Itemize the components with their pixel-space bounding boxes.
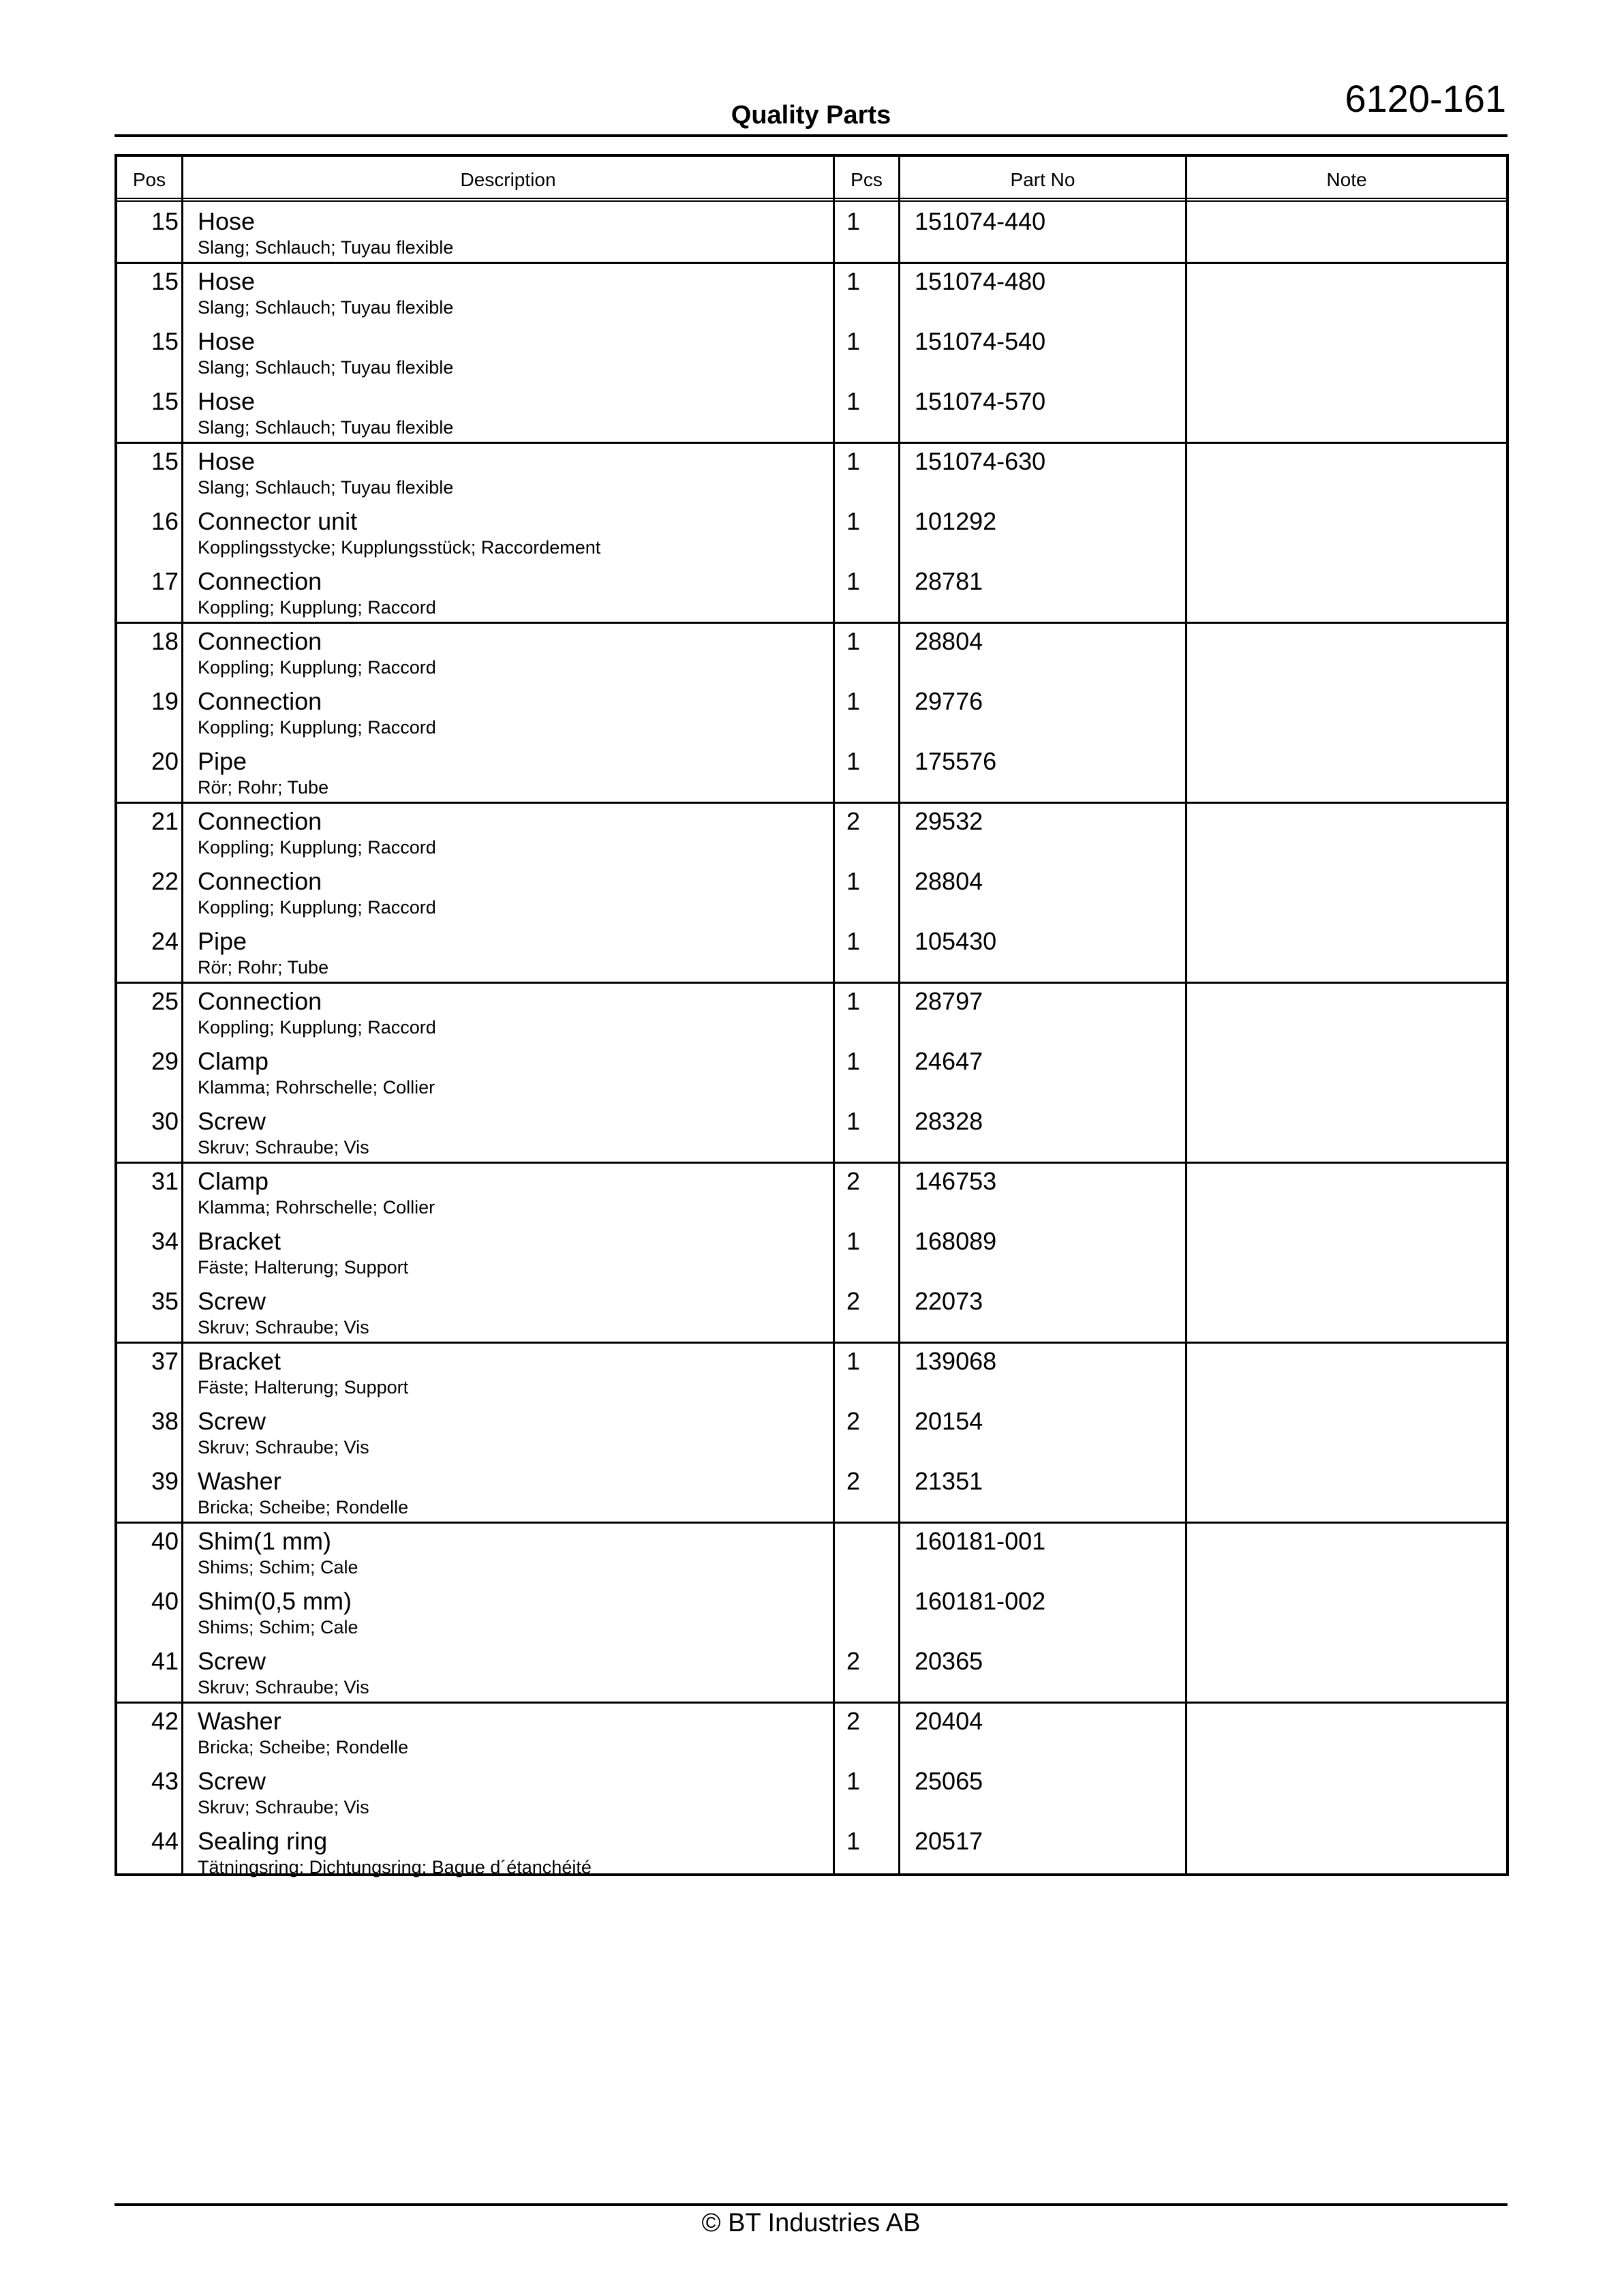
column-header-part-no: Part No	[1010, 169, 1075, 190]
row-description: Clamp	[198, 1047, 269, 1075]
table-row	[117, 1762, 1506, 1822]
table-row	[117, 202, 1506, 264]
row-pos: 24	[151, 927, 179, 955]
row-pos: 41	[151, 1647, 179, 1675]
row-pos: 15	[151, 267, 179, 295]
table-row	[117, 322, 1506, 382]
column-header-pcs: Pcs	[851, 169, 883, 190]
row-description: Connection	[198, 567, 322, 595]
row-description: Screw	[198, 1107, 266, 1135]
row-translation: Rör; Rohr; Tube	[198, 957, 329, 978]
row-translation: Shims; Schim; Cale	[198, 1557, 358, 1577]
row-part-no: 139068	[915, 1347, 997, 1375]
row-description: Connection	[198, 987, 322, 1015]
row-description: Connection	[198, 807, 322, 835]
row-pcs: 1	[846, 747, 861, 775]
table-row	[117, 1822, 1506, 1882]
column-header-note: Note	[1326, 169, 1367, 190]
table-row	[117, 1042, 1506, 1102]
row-translation: Tätningsring; Dichtungsring; Bague d´étanchéité	[198, 1857, 592, 1877]
row-pcs: 1	[846, 627, 861, 655]
row-pos: 16	[151, 507, 179, 535]
row-pos: 34	[151, 1227, 179, 1255]
row-translation: Klamma; Rohrschelle; Collier	[198, 1077, 435, 1098]
row-pcs: 1	[846, 447, 861, 475]
row-pcs: 1	[846, 387, 861, 415]
row-translation: Koppling; Kupplung; Raccord	[198, 1017, 436, 1038]
row-pcs: 1	[846, 927, 861, 955]
row-translation: Slang; Schlauch; Tuyau flexible	[198, 297, 454, 318]
row-pcs: 2	[846, 1167, 861, 1195]
row-part-no: 28797	[915, 987, 983, 1015]
header-divider	[114, 134, 1508, 137]
row-pos: 15	[151, 387, 179, 415]
row-pcs: 2	[846, 1707, 861, 1735]
table-header	[117, 157, 1506, 202]
row-pcs: 1	[846, 267, 861, 295]
row-description: Shim(0,5 mm)	[198, 1587, 352, 1615]
row-part-no: 20404	[915, 1707, 983, 1735]
row-part-no: 29532	[915, 807, 983, 835]
table-row	[117, 1702, 1506, 1762]
row-pcs: 1	[846, 1047, 861, 1075]
row-pos: 35	[151, 1287, 179, 1315]
row-description: Hose	[198, 267, 256, 295]
row-translation: Kopplingsstycke; Kupplungsstück; Raccordement	[198, 537, 601, 558]
row-pos: 17	[151, 567, 179, 595]
row-pcs: 2	[846, 1287, 861, 1315]
row-part-no: 24647	[915, 1047, 983, 1075]
row-part-no: 28804	[915, 867, 983, 895]
copyright-footer: © BT Industries AB	[701, 2209, 921, 2237]
table-row	[117, 1402, 1506, 1462]
table-row	[117, 742, 1506, 804]
row-part-no: 151074-540	[915, 327, 1046, 355]
row-description: Pipe	[198, 927, 247, 955]
page-title: Quality Parts	[731, 101, 891, 130]
row-pcs: 1	[846, 207, 861, 235]
row-pcs: 2	[846, 807, 861, 835]
row-translation: Koppling; Kupplung; Raccord	[198, 717, 436, 738]
row-translation: Skruv; Schraube; Vis	[198, 1797, 369, 1817]
row-pos: 29	[151, 1047, 179, 1075]
row-part-no: 20365	[915, 1647, 983, 1675]
table-row	[117, 382, 1506, 444]
row-part-no: 20517	[915, 1827, 983, 1855]
row-pcs: 2	[846, 1467, 861, 1495]
row-part-no: 151074-630	[915, 447, 1046, 475]
row-pos: 39	[151, 1467, 179, 1495]
row-pos: 18	[151, 627, 179, 655]
table-row	[117, 982, 1506, 1042]
row-description: Connection	[198, 627, 322, 655]
table-row	[117, 1282, 1506, 1344]
row-pos: 22	[151, 867, 179, 895]
table-row	[117, 1162, 1506, 1222]
row-translation: Fäste; Halterung; Support	[198, 1257, 409, 1278]
row-description: Hose	[198, 207, 256, 235]
row-pos: 37	[151, 1347, 179, 1375]
row-pcs: 1	[846, 867, 861, 895]
table-row	[117, 1642, 1506, 1704]
row-pcs: 1	[846, 567, 861, 595]
row-part-no: 28328	[915, 1107, 983, 1135]
row-part-no: 21351	[915, 1467, 983, 1495]
row-description: Washer	[198, 1467, 281, 1495]
row-pos: 15	[151, 447, 179, 475]
row-description: Screw	[198, 1407, 266, 1435]
row-part-no: 151074-480	[915, 267, 1046, 295]
footer-divider	[114, 2203, 1508, 2206]
table-row	[117, 922, 1506, 984]
row-description: Pipe	[198, 747, 247, 775]
row-pcs: 1	[846, 1767, 861, 1795]
row-description: Screw	[198, 1287, 266, 1315]
row-pos: 40	[151, 1527, 179, 1555]
row-translation: Slang; Schlauch; Tuyau flexible	[198, 417, 454, 438]
row-description: Bracket	[198, 1347, 281, 1375]
row-pos: 30	[151, 1107, 179, 1135]
row-part-no: 22073	[915, 1287, 983, 1315]
row-pcs: 1	[846, 507, 861, 535]
row-translation: Koppling; Kupplung; Raccord	[198, 837, 436, 858]
row-pcs: 1	[846, 1227, 861, 1255]
row-part-no: 160181-002	[915, 1587, 1046, 1615]
table-row	[117, 442, 1506, 502]
row-translation: Slang; Schlauch; Tuyau flexible	[198, 357, 454, 378]
row-part-no: 175576	[915, 747, 997, 775]
row-translation: Koppling; Kupplung; Raccord	[198, 657, 436, 678]
row-part-no: 168089	[915, 1227, 997, 1255]
row-part-no: 28804	[915, 627, 983, 655]
row-pcs: 2	[846, 1407, 861, 1435]
row-part-no: 160181-001	[915, 1527, 1046, 1555]
row-translation: Klamma; Rohrschelle; Collier	[198, 1197, 435, 1218]
row-translation: Skruv; Schraube; Vis	[198, 1317, 369, 1338]
row-pos: 25	[151, 987, 179, 1015]
row-part-no: 105430	[915, 927, 997, 955]
row-description: Screw	[198, 1767, 266, 1795]
row-description: Bracket	[198, 1227, 281, 1255]
row-pcs: 1	[846, 987, 861, 1015]
row-part-no: 101292	[915, 507, 997, 535]
row-description: Sealing ring	[198, 1827, 328, 1855]
row-part-no: 151074-440	[915, 207, 1046, 235]
table-row	[117, 262, 1506, 322]
row-pcs: 1	[846, 327, 861, 355]
parts-table	[114, 154, 1509, 1876]
row-pos: 42	[151, 1707, 179, 1735]
table-row	[117, 622, 1506, 682]
row-part-no: 20154	[915, 1407, 983, 1435]
table-row	[117, 1222, 1506, 1282]
table-row	[117, 1102, 1506, 1164]
table-row	[117, 502, 1506, 562]
row-translation: Bricka; Scheibe; Rondelle	[198, 1737, 409, 1757]
row-pos: 20	[151, 747, 179, 775]
table-row	[117, 682, 1506, 742]
row-description: Clamp	[198, 1167, 269, 1195]
row-translation: Koppling; Kupplung; Raccord	[198, 597, 436, 618]
row-translation: Slang; Schlauch; Tuyau flexible	[198, 237, 454, 258]
row-translation: Skruv; Schraube; Vis	[198, 1137, 369, 1158]
table-row	[117, 1342, 1506, 1402]
row-description: Connection	[198, 687, 322, 715]
row-pos: 31	[151, 1167, 179, 1195]
row-description: Screw	[198, 1647, 266, 1675]
document-number: 6120-161	[1345, 77, 1506, 120]
row-description: Connection	[198, 867, 322, 895]
row-description: Hose	[198, 327, 256, 355]
row-pcs: 1	[846, 1107, 861, 1135]
row-pos: 44	[151, 1827, 179, 1855]
row-pos: 15	[151, 327, 179, 355]
row-pos: 15	[151, 207, 179, 235]
row-translation: Rör; Rohr; Tube	[198, 777, 329, 798]
row-pos: 21	[151, 807, 179, 835]
row-description: Connector unit	[198, 507, 358, 535]
row-translation: Slang; Schlauch; Tuyau flexible	[198, 477, 454, 498]
table-row	[117, 1582, 1506, 1642]
table-row	[117, 562, 1506, 624]
row-translation: Fäste; Halterung; Support	[198, 1377, 409, 1398]
column-header-description: Description	[460, 169, 556, 190]
row-pcs: 2	[846, 1647, 861, 1675]
row-part-no: 25065	[915, 1767, 983, 1795]
row-description: Washer	[198, 1707, 281, 1735]
row-translation: Koppling; Kupplung; Raccord	[198, 897, 436, 918]
row-pcs: 1	[846, 1347, 861, 1375]
row-part-no: 151074-570	[915, 387, 1046, 415]
row-part-no: 146753	[915, 1167, 997, 1195]
row-description: Hose	[198, 447, 256, 475]
row-translation: Skruv; Schraube; Vis	[198, 1437, 369, 1457]
row-description: Shim(1 mm)	[198, 1527, 331, 1555]
table-row	[117, 1522, 1506, 1582]
row-pos: 43	[151, 1767, 179, 1795]
row-description: Hose	[198, 387, 256, 415]
row-pcs: 1	[846, 1827, 861, 1855]
table-row	[117, 862, 1506, 922]
row-pcs: 1	[846, 687, 861, 715]
table-row	[117, 1462, 1506, 1524]
row-pos: 40	[151, 1587, 179, 1615]
row-pos: 38	[151, 1407, 179, 1435]
row-translation: Bricka; Scheibe; Rondelle	[198, 1497, 409, 1517]
column-header-pos: Pos	[132, 169, 166, 190]
table-row	[117, 802, 1506, 862]
row-part-no: 28781	[915, 567, 983, 595]
row-translation: Skruv; Schraube; Vis	[198, 1677, 369, 1697]
row-pos: 19	[151, 687, 179, 715]
row-translation: Shims; Schim; Cale	[198, 1617, 358, 1637]
row-part-no: 29776	[915, 687, 983, 715]
